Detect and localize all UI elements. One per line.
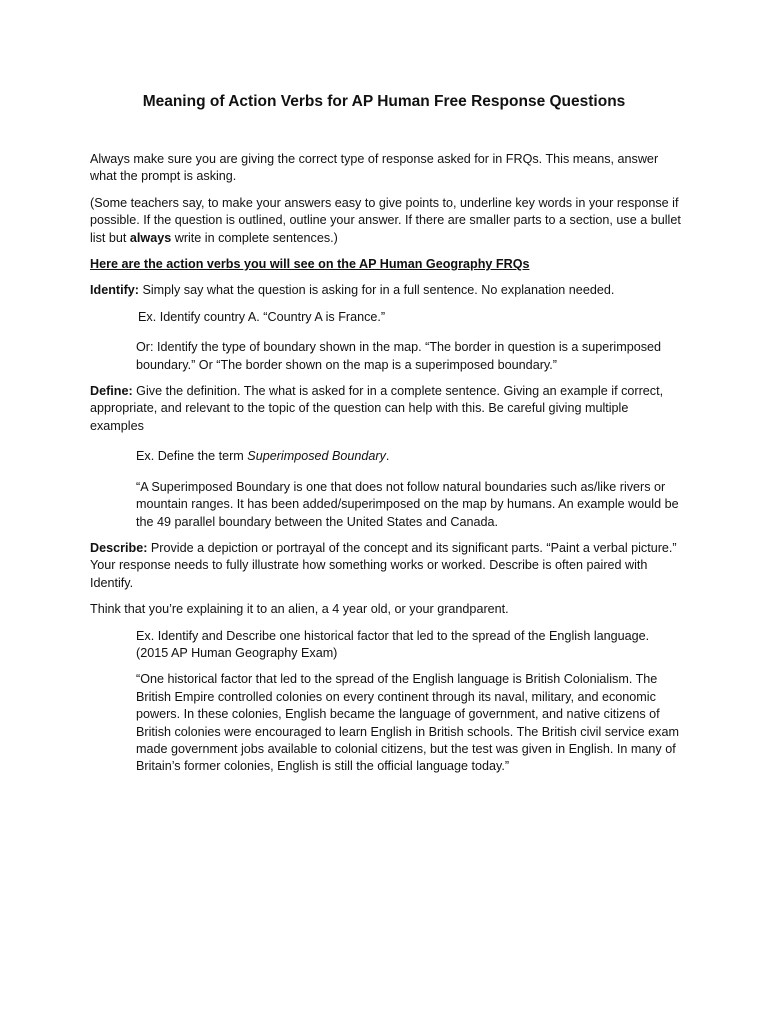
describe-example: Ex. Identify and Describe one historical factor that led to the spread of the English language. (2015 AP Human Geography Exam) [136,628,650,660]
define-example [90,448,682,465]
identify-term: Identify: [90,283,139,298]
describe-sample-answer: “One historical factor that led to the spread of the English language is British Colonialism. The British Empire controlled colonies on every continent through its naval, military, and economic powers. In these colonies, English became the language of government, and native citizens of British colonies were encouraged to learn English in British schools. The British civil service exam made government jobs available to colonial citizens, but the test was given in English. In many of Britain’s former colonies, English is still the official language today.” [136,672,679,774]
identify-definition [90,282,682,299]
define-term: Define: [90,384,133,399]
document-title: Meaning of Action Verbs for AP Human Free Response Questions [142,93,626,110]
describe-text: Provide a depiction or portrayal of the concept and its significant parts. “Paint a verbal picture.” Your response needs to fully illustrate how something works or worked. Describe is often paired with Identify. [90,540,677,590]
teacher-note-text-1: (Some teachers say, to make your answers easy to give points to, underline key words in your response if possible. If the question is outlined, outline your answer. If there are smaller parts to a section, use a bullet list but [90,195,681,245]
identify-example-1: Ex. Identify country A. “Country A is France.” [138,309,386,324]
define-example-prefix: Ex. Define the term [136,449,248,464]
define-definition [90,383,682,435]
define-sample-answer: “A Superimposed Boundary is one that does not follow natural boundaries such as/like rivers or mountain ranges. It has been added/superimposed on the map by humans. An example would be the 49 parallel boundary between the United States and Canada. [136,479,679,529]
teacher-note-emphasis: always [129,230,172,245]
action-verbs-heading: Here are the action verbs you will see on the AP Human Geography FRQs [90,257,530,272]
define-example-term: Superimposed Boundary [247,449,386,464]
document-body [90,151,682,785]
teacher-note-paragraph [90,195,682,247]
describe-definition [90,540,682,592]
define-text: Give the definition. The what is asked for in a complete sentence. Giving an example if correct, appropriate, and relevant to the topic of the question can help with this. Be careful giving multiple examples [90,384,664,433]
identify-example-2: Or: Identify the type of boundary shown in the map. “The border in question is a superimposed boundary.” Or “The border shown on the map is a superimposed boundary.” [136,340,662,372]
teacher-note-text-2: write in complete sentences.) [171,230,338,245]
intro-paragraph: Always make sure you are giving the correct type of response asked for in FRQs. This means, answer what the prompt is asking. [90,152,659,184]
identify-text: Simply say what the question is asking for in a full sentence. No explanation needed. [138,283,615,298]
describe-term: Describe: [90,540,148,555]
define-example-suffix: . [385,449,390,464]
describe-tip: Think that you’re explaining it to an alien, a 4 year old, or your grandparent. [90,602,509,617]
